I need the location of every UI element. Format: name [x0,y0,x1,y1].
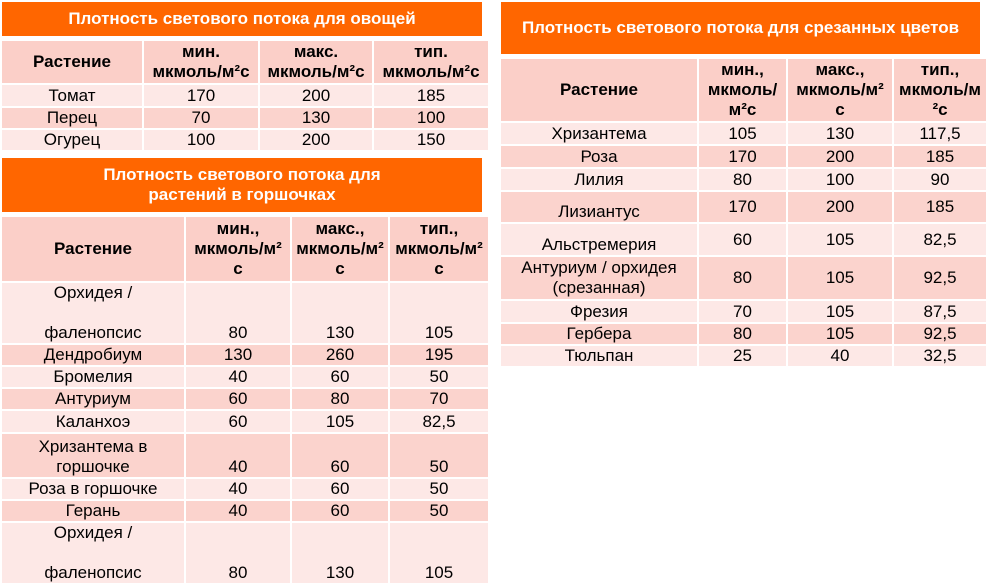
value-cell: 170 [699,146,786,167]
plant-name-cell: Хризантема в горшочке [2,434,184,477]
value-cell: 185 [894,146,986,167]
value-cell: 80 [186,523,290,583]
value-cell: 50 [390,501,488,521]
table-title: Плотность светового потока для срезанных цветов [501,2,980,54]
value-cell: 150 [374,130,488,150]
value-cell: 200 [260,130,372,150]
table-row [2,345,488,365]
value-cell: 82,5 [390,411,488,432]
plant-name-cell: Лилия [501,169,697,190]
plant-name-cell: Герань [2,501,184,521]
plant-name-cell: Альстремерия [501,224,697,255]
value-cell: 170 [699,192,786,222]
table-row [2,501,488,521]
plant-name-cell: Гербера [501,324,697,344]
potted-plants-table [2,158,482,583]
value-cell: 130 [292,523,388,583]
column-header: Растение [501,59,697,121]
value-cell: 60 [292,501,388,521]
column-header: макс., мкмоль/м² с [788,59,892,121]
value-cell: 260 [292,345,388,365]
column-header: тип., мкмоль/м ²с [894,59,986,121]
data-grid [0,215,490,585]
column-header: Растение [2,217,184,281]
value-cell: 60 [186,411,290,432]
value-cell: 40 [186,501,290,521]
table-row [501,301,986,322]
value-cell: 105 [292,411,388,432]
table-row [2,367,488,387]
data-grid [0,39,490,152]
value-cell: 80 [292,389,388,409]
value-cell: 70 [390,389,488,409]
table-row [2,130,488,150]
plant-name-cell: Роза в горшочке [2,479,184,499]
column-header: мин., мкмоль/м² с [186,217,290,281]
table-row [2,434,488,477]
column-header: тип., мкмоль/м² с [390,217,488,281]
value-cell: 32,5 [894,346,986,366]
table-row [501,192,986,222]
plant-name-cell: Фрезия [501,301,697,322]
value-cell: 60 [186,389,290,409]
plant-name-cell: Лизиантус [501,192,697,222]
table-row [501,324,986,344]
value-cell: 92,5 [894,324,986,344]
column-header: макс. мкмоль/м²с [260,41,372,83]
value-cell: 195 [390,345,488,365]
value-cell: 50 [390,434,488,477]
value-cell: 105 [788,324,892,344]
plant-name-cell: Тюльпан [501,346,697,366]
plant-name-cell: Перец [2,108,142,128]
value-cell: 105 [788,257,892,299]
value-cell: 40 [186,367,290,387]
value-cell: 105 [788,301,892,322]
plant-name-cell: Роза [501,146,697,167]
value-cell: 87,5 [894,301,986,322]
value-cell: 60 [699,224,786,255]
value-cell: 130 [788,123,892,144]
column-header: мин., мкмоль/ м²с [699,59,786,121]
value-cell: 80 [699,169,786,190]
value-cell: 80 [699,324,786,344]
table-row [2,389,488,409]
value-cell: 60 [292,434,388,477]
plant-name-cell: Орхидея / фаленопсис [2,523,184,583]
plant-name-cell: Огурец [2,130,142,150]
value-cell: 82,5 [894,224,986,255]
header-row [2,217,488,281]
table-row [2,479,488,499]
value-cell: 200 [788,192,892,222]
plant-name-cell: Орхидея / фаленопсис [2,283,184,343]
vegetables-table [2,2,482,150]
header-row [501,59,986,121]
table-row [501,346,986,366]
plant-name-cell: Хризантема [501,123,697,144]
table-row [2,411,488,432]
value-cell: 185 [374,85,488,106]
data-grid [499,57,988,368]
value-cell: 100 [144,130,258,150]
table-title: Плотность светового потока для овощей [2,2,482,36]
value-cell: 80 [699,257,786,299]
plant-name-cell: Каланхоэ [2,411,184,432]
table-row [501,123,986,144]
value-cell: 90 [894,169,986,190]
column-header: тип. мкмоль/м²с [374,41,488,83]
plant-name-cell: Бромелия [2,367,184,387]
plant-name-cell: Дендробиум [2,345,184,365]
table-row [501,224,986,255]
plant-name-cell: Антуриум [2,389,184,409]
cut-flowers-table [501,2,980,366]
value-cell: 130 [186,345,290,365]
value-cell: 117,5 [894,123,986,144]
value-cell: 50 [390,367,488,387]
table-row [501,146,986,167]
value-cell: 40 [788,346,892,366]
value-cell: 40 [186,479,290,499]
value-cell: 130 [260,108,372,128]
value-cell: 40 [186,434,290,477]
value-cell: 105 [390,523,488,583]
plant-name-cell: Антуриум / орхидея (срезанная) [501,257,697,299]
header-row [2,41,488,83]
table-row [2,283,488,343]
table-row [2,523,488,583]
column-header: Растение [2,41,142,83]
value-cell: 130 [292,283,388,343]
value-cell: 200 [788,146,892,167]
value-cell: 100 [788,169,892,190]
table-row [2,85,488,106]
value-cell: 60 [292,367,388,387]
value-cell: 200 [260,85,372,106]
value-cell: 60 [292,479,388,499]
value-cell: 25 [699,346,786,366]
table-row [501,169,986,190]
column-header: мин. мкмоль/м²с [144,41,258,83]
column-header: макс., мкмоль/м² с [292,217,388,281]
value-cell: 92,5 [894,257,986,299]
value-cell: 100 [374,108,488,128]
value-cell: 70 [144,108,258,128]
value-cell: 80 [186,283,290,343]
value-cell: 170 [144,85,258,106]
table-row [501,257,986,299]
value-cell: 105 [390,283,488,343]
value-cell: 105 [788,224,892,255]
value-cell: 50 [390,479,488,499]
value-cell: 70 [699,301,786,322]
table-row [2,108,488,128]
value-cell: 185 [894,192,986,222]
plant-name-cell: Томат [2,85,142,106]
value-cell: 105 [699,123,786,144]
table-title: Плотность светового потока для растений в горшочках [2,158,482,212]
